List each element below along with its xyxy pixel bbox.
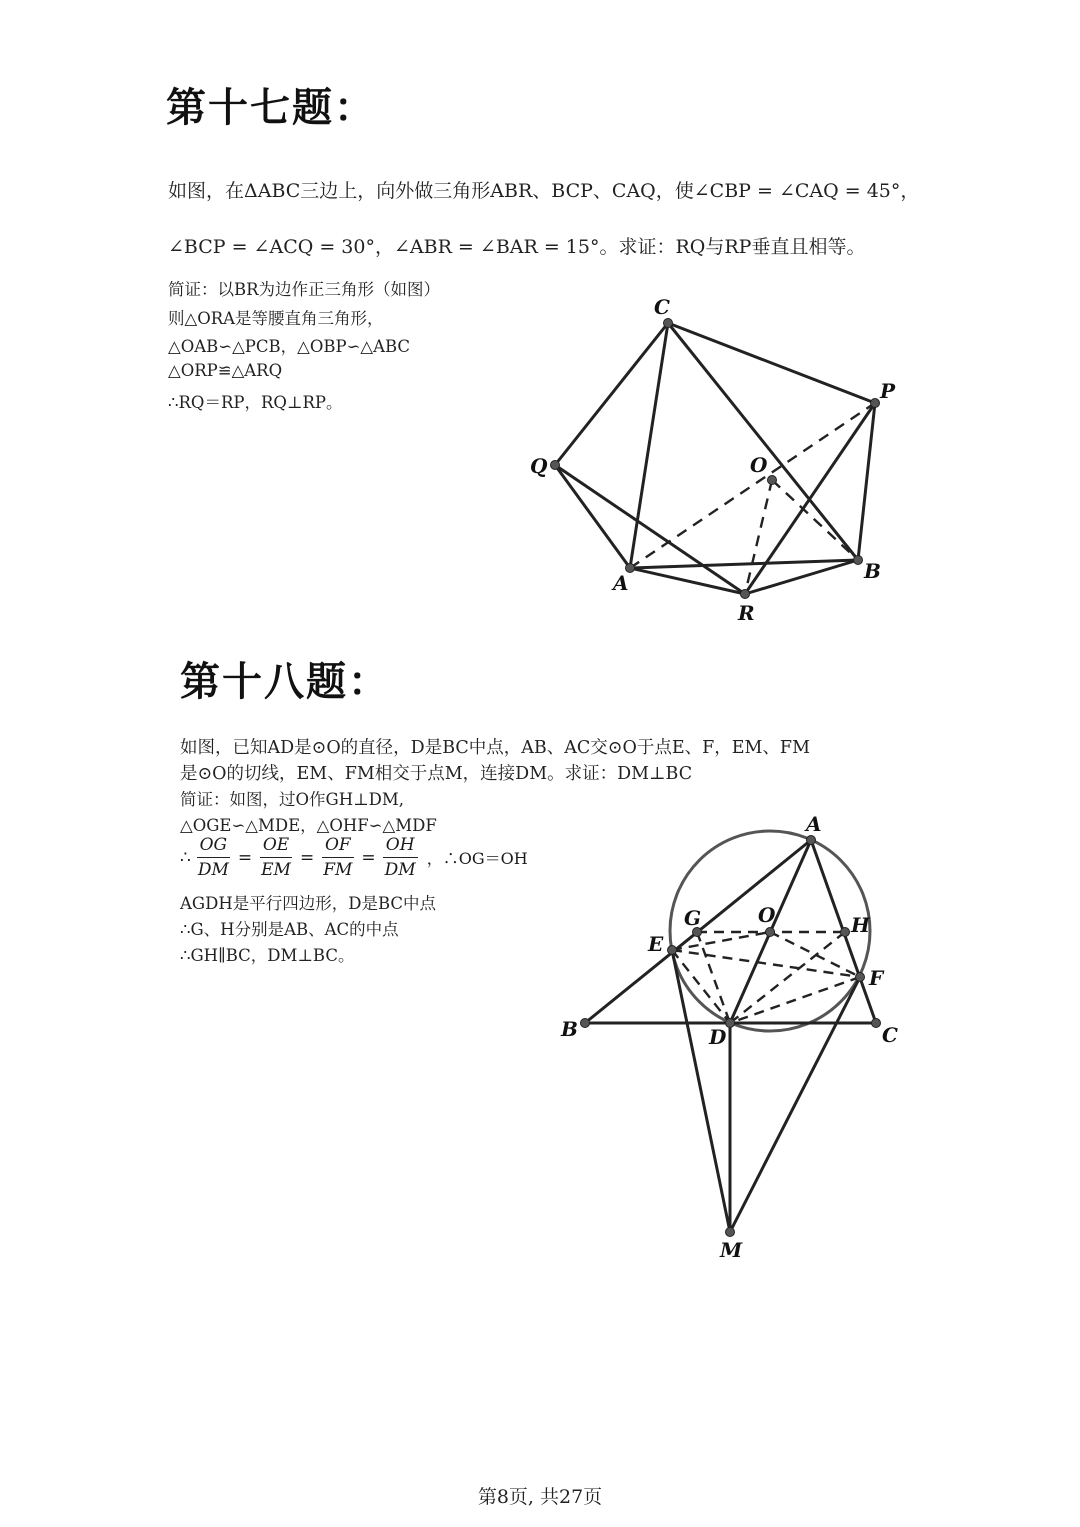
point-E <box>668 946 677 955</box>
problem17-proof-line4: △ORP≌△ARQ <box>168 361 283 380</box>
label-E: E <box>648 932 664 956</box>
segment-QA <box>555 465 630 568</box>
problem18-title: 第十八题： <box>180 659 390 705</box>
point-H <box>841 928 850 937</box>
label-F: F <box>869 966 884 990</box>
label-Q: Q <box>530 454 548 478</box>
problem18-proof-line4: ∴G、H分别是AB、AC的中点 <box>180 920 399 939</box>
fraction-OH-DM: $\frac{OH}{DM}$ <box>384 835 416 880</box>
segment-PR <box>745 403 875 594</box>
segment-EM <box>672 950 730 1232</box>
segment-RB <box>745 560 858 594</box>
label-C: C <box>882 1023 898 1047</box>
point-P <box>871 399 880 408</box>
label-M: M <box>720 1238 743 1262</box>
problem18-proof-line3: AGDH是平行四边形，D是BC中点 <box>180 894 436 913</box>
problem17-figure <box>0 0 1080 660</box>
problem17-statement-line1: 如图，在ΔABC三边上，向外做三角形ABR、BCP、CAQ，使∠CBP = ∠CAQ = 45°， <box>168 180 920 202</box>
label-H: H <box>851 913 870 937</box>
dashed-HD <box>730 932 845 1023</box>
label-B: B <box>561 1017 578 1041</box>
segment-CA <box>630 323 668 568</box>
point-M <box>726 1228 735 1237</box>
problem18-figure <box>0 790 1080 1270</box>
problem18-statement-line2: 是⊙O的切线，EM、FM相交于点M，连接DM。求证：DM⊥BC <box>180 764 693 784</box>
point-B <box>854 556 863 565</box>
label-C: C <box>654 295 670 319</box>
problem18-proof-line2: △OGE∽△MDE，△OHF∽△MDF <box>180 816 437 835</box>
label-D: D <box>709 1025 727 1049</box>
point-O <box>768 476 777 485</box>
point-C <box>872 1019 881 1028</box>
problem18-fraction-equation: ∴ $\frac{OG}{DM}$ = $\frac{OE}{EM}$ = $\frac{OF}{FM}$ = $\frac{OH}{DM}$ ，∴OG＝OH <box>180 835 528 880</box>
problem17-title: 第十七题： <box>166 85 376 131</box>
problem17-statement-line2: ∠BCP = ∠ACQ = 30°，∠ABR = ∠BAR = 15°。求证：RQ与RP垂直且相等。 <box>168 236 866 258</box>
page-footer: 第8页, 共27页 <box>477 1486 603 1508</box>
problem18-statement-line1: 如图，已知AD是⊙O的直径，D是BC中点，AB、AC交⊙O于点E、F，EM、FM <box>180 738 810 758</box>
point-F <box>856 973 865 982</box>
point-Q <box>551 461 560 470</box>
segment-QR <box>555 465 745 594</box>
point-R <box>741 590 750 599</box>
label-A: A <box>613 571 629 595</box>
dashed-OR <box>745 480 772 594</box>
point-C <box>664 319 673 328</box>
segment-AB <box>630 560 858 568</box>
label-O: O <box>758 903 776 927</box>
label-R: R <box>738 601 755 625</box>
label-A: A <box>806 812 822 836</box>
label-P: P <box>880 379 896 403</box>
problem17-proof-line5: ∴RQ＝RP，RQ⊥RP。 <box>168 393 343 412</box>
segment-CQ <box>555 323 668 465</box>
problem17-proof-line3: △OAB∽△PCB，△OBP∽△ABC <box>168 337 411 356</box>
segment-FM <box>730 977 860 1232</box>
label-B: B <box>864 559 881 583</box>
point-B <box>581 1019 590 1028</box>
problem17-proof-line2: 则△ORA是等腰直角三角形， <box>168 309 384 328</box>
therefore-symbol: ∴ <box>180 847 191 868</box>
point-O <box>766 928 775 937</box>
fraction-OE-EM: $\frac{OE}{EM}$ <box>261 835 291 880</box>
label-O: O <box>750 453 768 477</box>
problem18-proof-line5: ∴GH∥BC，DM⊥BC。 <box>180 946 355 965</box>
fraction-tail: ，∴OG＝OH <box>426 849 528 869</box>
point-A <box>807 836 816 845</box>
label-G: G <box>684 906 702 930</box>
problem17-proof-line1: 简证：以BR为边作正三角形（如图） <box>168 280 441 299</box>
fraction-OF-FM: $\frac{OF}{FM}$ <box>323 835 353 880</box>
point-D <box>726 1019 735 1028</box>
problem18-proof-line1: 简证：如图，过O作GH⊥DM, <box>180 790 404 809</box>
fraction-OG-DM: $\frac{OG}{DM}$ <box>197 835 229 880</box>
dashed-GD <box>697 932 730 1023</box>
